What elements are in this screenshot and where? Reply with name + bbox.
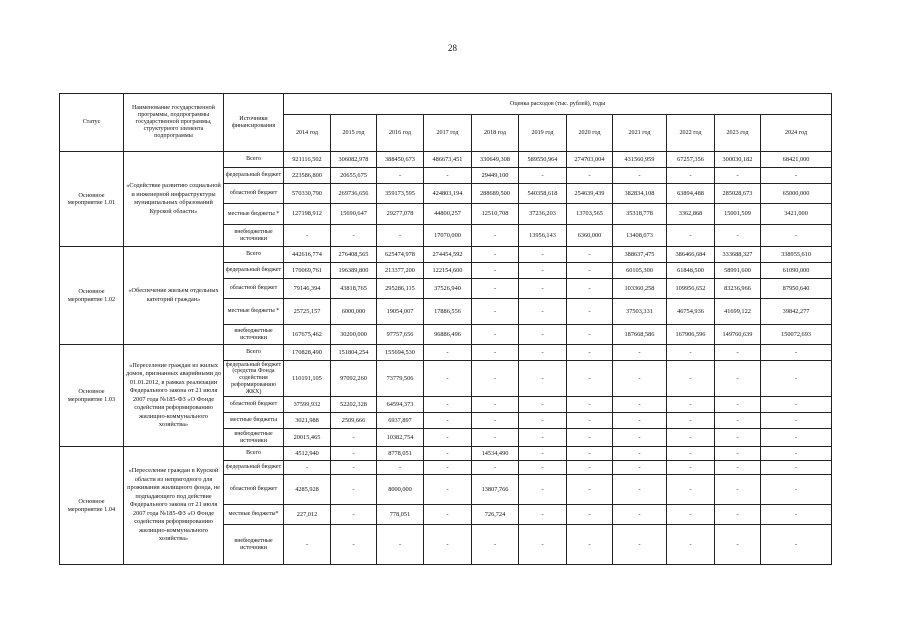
value-cell: -	[377, 168, 424, 184]
value-cell: 19054,007	[377, 299, 424, 325]
budget-table	[59, 93, 832, 565]
value-cell: -	[761, 475, 832, 505]
value-cell: -	[715, 525, 761, 565]
value-cell: 167675,462	[284, 325, 331, 345]
value-cell: 540358,618	[519, 184, 567, 204]
value-cell: -	[567, 397, 613, 413]
value-cell: 17070,000	[424, 225, 472, 247]
value-cell: -	[715, 345, 761, 361]
value-cell: 382834,108	[613, 184, 667, 204]
value-cell: -	[613, 397, 667, 413]
value-cell: 8778,051	[377, 447, 424, 461]
value-cell: -	[331, 429, 377, 447]
value-cell: -	[519, 429, 567, 447]
row-source: местные бюджеты *	[224, 204, 284, 225]
value-cell: -	[761, 429, 832, 447]
value-cell: 274703,004	[567, 152, 613, 168]
row-source: местные бюджеты *	[224, 299, 284, 325]
value-cell: -	[519, 397, 567, 413]
row-source: федеральный бюджет (средства Фонда содействия реформированию ЖКХ)	[224, 361, 284, 397]
value-cell: 64594,373	[377, 397, 424, 413]
value-cell: 15690,647	[331, 204, 377, 225]
value-cell: -	[331, 475, 377, 505]
header-year: 2019 год	[519, 115, 567, 152]
value-cell: -	[613, 461, 667, 475]
value-cell: -	[424, 461, 472, 475]
value-cell: -	[331, 525, 377, 565]
value-cell: 52202,328	[331, 397, 377, 413]
value-cell: 43818,765	[331, 279, 377, 299]
value-cell: -	[667, 525, 715, 565]
value-cell: 73779,506	[377, 361, 424, 397]
value-cell: -	[667, 361, 715, 397]
value-cell: 29449,100	[472, 168, 519, 184]
value-cell: 14534,490	[472, 447, 519, 461]
row-source: Всего	[224, 345, 284, 361]
value-cell: 20655,675	[331, 168, 377, 184]
value-cell: 4285,928	[284, 475, 331, 505]
value-cell: -	[377, 525, 424, 565]
value-cell: 17886,556	[424, 299, 472, 325]
value-cell: 46754,936	[667, 299, 715, 325]
value-cell: -	[613, 168, 667, 184]
value-cell: 61090,000	[761, 263, 832, 279]
value-cell: 442616,774	[284, 247, 331, 263]
group-name: «Обеспечение жильем отдельных категорий граждан»	[124, 247, 224, 345]
value-cell: 570330,790	[284, 184, 331, 204]
value-cell: 13956,143	[519, 225, 567, 247]
group-status: Основное мероприятие 1.03	[60, 345, 124, 447]
value-cell: -	[424, 525, 472, 565]
value-cell: -	[567, 461, 613, 475]
row-source: федеральный бюджет	[224, 168, 284, 184]
page-number: 28	[448, 43, 457, 53]
value-cell: 6000,000	[331, 299, 377, 325]
value-cell: 96886,496	[424, 325, 472, 345]
row-source: Всего	[224, 247, 284, 263]
row-source: Всего	[224, 447, 284, 461]
value-cell: 97757,656	[377, 325, 424, 345]
value-cell: 254639,439	[567, 184, 613, 204]
group-status: Основное мероприятие 1.04	[60, 447, 124, 565]
value-cell: -	[519, 447, 567, 461]
value-cell: 35318,778	[613, 204, 667, 225]
value-cell: 30200,000	[331, 325, 377, 345]
header-year: 2015 год	[331, 115, 377, 152]
value-cell: -	[519, 247, 567, 263]
header-year: 2020 год	[567, 115, 613, 152]
value-cell: 3362,868	[667, 204, 715, 225]
value-cell: -	[519, 413, 567, 429]
value-cell: -	[715, 168, 761, 184]
value-cell: 589550,964	[519, 152, 567, 168]
value-cell: 122154,600	[424, 263, 472, 279]
row-source: федеральный бюджет	[224, 461, 284, 475]
value-cell: -	[567, 299, 613, 325]
value-cell: -	[519, 505, 567, 525]
value-cell: -	[424, 397, 472, 413]
value-cell: -	[424, 345, 472, 361]
value-cell: 300030,182	[715, 152, 761, 168]
value-cell: 6937,897	[377, 413, 424, 429]
value-cell: -	[331, 505, 377, 525]
value-cell: 151804,254	[331, 345, 377, 361]
value-cell: -	[472, 429, 519, 447]
value-cell: 20015,465	[284, 429, 331, 447]
value-cell: 921116,502	[284, 152, 331, 168]
value-cell: -	[472, 525, 519, 565]
value-cell: -	[519, 475, 567, 505]
value-cell: 274454,592	[424, 247, 472, 263]
value-cell: 3021,988	[284, 413, 331, 429]
value-cell: 6360,000	[567, 225, 613, 247]
value-cell: -	[761, 361, 832, 397]
table-row	[60, 447, 832, 461]
value-cell: 83236,966	[715, 279, 761, 299]
value-cell: -	[715, 397, 761, 413]
value-cell: -	[667, 168, 715, 184]
value-cell: 37599,932	[284, 397, 331, 413]
group-status: Основное мероприятие 1.02	[60, 247, 124, 345]
value-cell: -	[567, 345, 613, 361]
row-source: внебюджетные источники	[224, 325, 284, 345]
value-cell: -	[284, 525, 331, 565]
value-cell: 12510,708	[472, 204, 519, 225]
value-cell: -	[715, 413, 761, 429]
value-cell: 388637,475	[613, 247, 667, 263]
value-cell: 223586,800	[284, 168, 331, 184]
value-cell: -	[567, 279, 613, 299]
value-cell: 39842,277	[761, 299, 832, 325]
value-cell: -	[667, 225, 715, 247]
value-cell: 25725,157	[284, 299, 331, 325]
value-cell: -	[424, 475, 472, 505]
value-cell: 109956,652	[667, 279, 715, 299]
value-cell: -	[613, 429, 667, 447]
value-cell: -	[567, 413, 613, 429]
value-cell: -	[472, 345, 519, 361]
row-source: местные бюджеты	[224, 413, 284, 429]
value-cell: -	[761, 345, 832, 361]
value-cell: -	[472, 397, 519, 413]
value-cell: 227,012	[284, 505, 331, 525]
value-cell: 187668,586	[613, 325, 667, 345]
value-cell: -	[567, 361, 613, 397]
value-cell: 486673,451	[424, 152, 472, 168]
value-cell: 269736,656	[331, 184, 377, 204]
value-cell: 110191,105	[284, 361, 331, 397]
value-cell: -	[567, 525, 613, 565]
group-name: «Содействие развитию социальной и инженерной инфраструктуры муниципальных образований Курской области»	[124, 152, 224, 247]
value-cell: -	[567, 475, 613, 505]
group-name: «Переселение граждан в Курской области из непригодного для проживания жилищного фонда, не подпадающего под действие Федерального закона от 21 июля 2007 года №185-ФЗ «О Фонде содействия реформированию жилищно-коммунального хозяйства»	[124, 447, 224, 565]
header-year: 2018 год	[472, 115, 519, 152]
value-cell: -	[715, 447, 761, 461]
value-cell: -	[424, 447, 472, 461]
value-cell: -	[761, 168, 832, 184]
value-cell: -	[613, 475, 667, 505]
value-cell: 306082,978	[331, 152, 377, 168]
row-source: внебюджетные источники	[224, 429, 284, 447]
value-cell: -	[377, 461, 424, 475]
value-cell: -	[472, 225, 519, 247]
value-cell: -	[284, 461, 331, 475]
row-source: внебюджетные источники	[224, 225, 284, 247]
value-cell: 37526,940	[424, 279, 472, 299]
value-cell: -	[613, 505, 667, 525]
value-cell: -	[567, 429, 613, 447]
row-source: областной бюджет	[224, 184, 284, 204]
table-row	[60, 152, 832, 168]
header-year: 2016 год	[377, 115, 424, 152]
value-cell: -	[761, 461, 832, 475]
value-cell: -	[472, 247, 519, 263]
row-source: областной бюджет	[224, 397, 284, 413]
value-cell: -	[715, 225, 761, 247]
value-cell: -	[715, 361, 761, 397]
value-cell: 68421,000	[761, 152, 832, 168]
table-row	[60, 247, 832, 263]
value-cell: 103360,258	[613, 279, 667, 299]
value-cell: 29277,078	[377, 204, 424, 225]
header-year: 2017 год	[424, 115, 472, 152]
value-cell: 196389,800	[331, 263, 377, 279]
row-source: областной бюджет	[224, 279, 284, 299]
value-cell: -	[472, 325, 519, 345]
value-cell: -	[377, 225, 424, 247]
value-cell: 625474,978	[377, 247, 424, 263]
value-cell: 150072,693	[761, 325, 832, 345]
value-cell: -	[761, 225, 832, 247]
value-cell: 388450,673	[377, 152, 424, 168]
value-cell: -	[613, 525, 667, 565]
header-year: 2022 год	[667, 115, 715, 152]
value-cell: 97092,260	[331, 361, 377, 397]
value-cell: 44800,257	[424, 204, 472, 225]
value-cell: 431560,959	[613, 152, 667, 168]
value-cell: -	[761, 505, 832, 525]
value-cell: -	[331, 225, 377, 247]
value-cell: 67257,356	[667, 152, 715, 168]
value-cell: 424803,194	[424, 184, 472, 204]
header-year: 2014 год	[284, 115, 331, 152]
value-cell: 330649,308	[472, 152, 519, 168]
value-cell: -	[519, 525, 567, 565]
value-cell: -	[667, 413, 715, 429]
header-name: Наименование государственной программы, подпрограммы государственной программы, структурного элемента подпрограммы	[124, 94, 224, 152]
value-cell: -	[715, 461, 761, 475]
header-year: 2023 год	[715, 115, 761, 152]
value-cell: -	[519, 168, 567, 184]
value-cell: 149760,639	[715, 325, 761, 345]
value-cell: 10382,754	[377, 429, 424, 447]
value-cell: -	[472, 299, 519, 325]
value-cell: 8000,000	[377, 475, 424, 505]
value-cell: -	[567, 168, 613, 184]
value-cell: 13408,073	[613, 225, 667, 247]
value-cell: -	[472, 263, 519, 279]
value-cell: -	[567, 505, 613, 525]
value-cell: -	[519, 279, 567, 299]
table-row	[60, 345, 832, 361]
value-cell: -	[715, 505, 761, 525]
value-cell: -	[567, 247, 613, 263]
group-name: «Переселение граждан из жилых домов, признанных аварийными до 01.01.2012, в рамках реализации Федерального закона от 21 июля 2007 года №185-ФЗ «О Фонде содействия реформированию жилищно-коммунального хозяйства»	[124, 345, 224, 447]
value-cell: 61848,500	[667, 263, 715, 279]
value-cell: -	[424, 413, 472, 429]
value-cell: -	[667, 461, 715, 475]
value-cell: -	[761, 447, 832, 461]
value-cell: -	[613, 361, 667, 397]
value-cell: 338955,610	[761, 247, 832, 263]
row-source: Всего	[224, 152, 284, 168]
value-cell: -	[567, 263, 613, 279]
value-cell: 155694,530	[377, 345, 424, 361]
value-cell: -	[667, 475, 715, 505]
value-cell: -	[715, 429, 761, 447]
value-cell: -	[472, 279, 519, 299]
value-cell: 87950,640	[761, 279, 832, 299]
value-cell: 170069,761	[284, 263, 331, 279]
value-cell: -	[761, 397, 832, 413]
row-source: внебюджетные источники	[224, 525, 284, 565]
header-sources: Источники финансирования	[224, 94, 284, 152]
value-cell: -	[424, 168, 472, 184]
header-year: 2021 год	[613, 115, 667, 152]
value-cell: -	[424, 505, 472, 525]
value-cell: 386466,684	[667, 247, 715, 263]
group-status: Основное мероприятие 1.01	[60, 152, 124, 247]
value-cell: -	[519, 263, 567, 279]
value-cell: -	[331, 461, 377, 475]
value-cell: -	[424, 429, 472, 447]
value-cell: 37236,203	[519, 204, 567, 225]
value-cell: 170828,490	[284, 345, 331, 361]
value-cell: -	[667, 447, 715, 461]
row-source: местные бюджеты*	[224, 505, 284, 525]
row-source: областной бюджет	[224, 475, 284, 505]
header-year: 2024 год	[761, 115, 832, 152]
value-cell: -	[667, 397, 715, 413]
value-cell: -	[715, 475, 761, 505]
value-cell: -	[284, 225, 331, 247]
value-cell: 79146,394	[284, 279, 331, 299]
value-cell: -	[613, 413, 667, 429]
value-cell: 60105,300	[613, 263, 667, 279]
value-cell: 295286,115	[377, 279, 424, 299]
value-cell: 288689,500	[472, 184, 519, 204]
value-cell: 778,051	[377, 505, 424, 525]
value-cell: 726,724	[472, 505, 519, 525]
value-cell: 359173,595	[377, 184, 424, 204]
value-cell: -	[667, 429, 715, 447]
header-estimate: Оценка расходов (тыс. рублей), годы	[284, 94, 832, 115]
value-cell: -	[519, 461, 567, 475]
value-cell: -	[567, 447, 613, 461]
value-cell: -	[567, 325, 613, 345]
value-cell: -	[331, 447, 377, 461]
value-cell: 13703,565	[567, 204, 613, 225]
value-cell: -	[613, 345, 667, 361]
row-source: федеральный бюджет	[224, 263, 284, 279]
value-cell: -	[667, 505, 715, 525]
value-cell: -	[761, 413, 832, 429]
value-cell: -	[519, 325, 567, 345]
value-cell: 41699,122	[715, 299, 761, 325]
value-cell: -	[472, 361, 519, 397]
value-cell: -	[472, 413, 519, 429]
value-cell: 285028,673	[715, 184, 761, 204]
value-cell: -	[613, 447, 667, 461]
value-cell: 4512,940	[284, 447, 331, 461]
value-cell: -	[519, 299, 567, 325]
value-cell: -	[424, 361, 472, 397]
value-cell: 15001,509	[715, 204, 761, 225]
value-cell: 333688,327	[715, 247, 761, 263]
value-cell: 63894,488	[667, 184, 715, 204]
value-cell: 276408,565	[331, 247, 377, 263]
header-status: Статус	[60, 94, 124, 152]
value-cell: 127198,912	[284, 204, 331, 225]
value-cell: -	[667, 345, 715, 361]
value-cell: -	[761, 525, 832, 565]
value-cell: -	[519, 361, 567, 397]
value-cell: 58991,600	[715, 263, 761, 279]
value-cell: 3421,000	[761, 204, 832, 225]
value-cell: 213377,200	[377, 263, 424, 279]
value-cell: 167906,596	[667, 325, 715, 345]
value-cell: 65000,000	[761, 184, 832, 204]
value-cell: -	[472, 461, 519, 475]
value-cell: 37503,331	[613, 299, 667, 325]
value-cell: 13807,766	[472, 475, 519, 505]
value-cell: -	[519, 345, 567, 361]
value-cell: 2509,666	[331, 413, 377, 429]
